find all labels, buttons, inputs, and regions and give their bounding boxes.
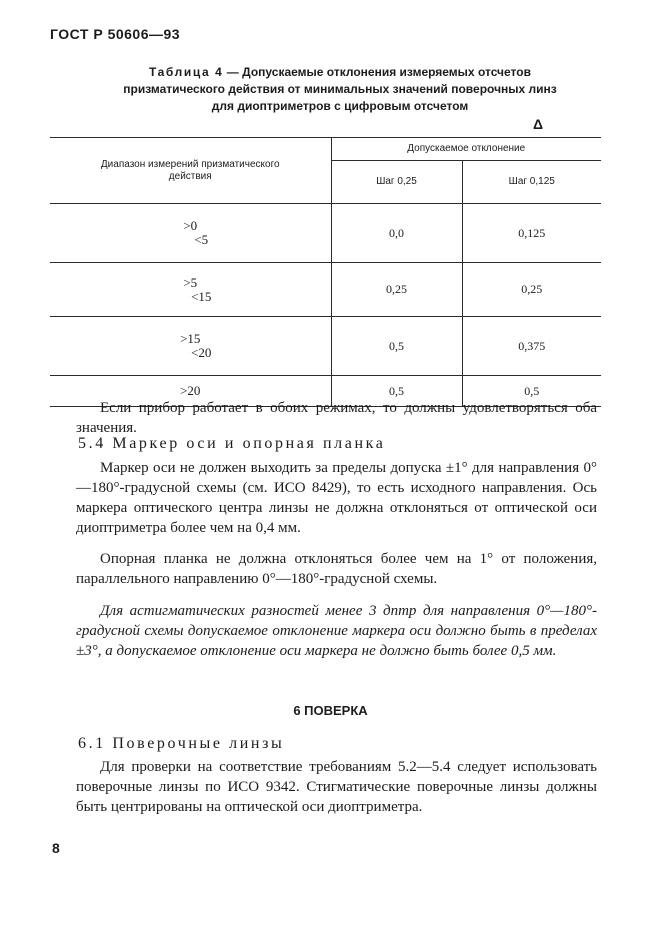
tolerance-table (50, 137, 601, 407)
range-upper: >15 (180, 331, 201, 346)
paragraph-axis-marker: Маркер оси не должен выходить за пределы допуска ±1° для направления 0°—180°-градусной схемы (см. ИСО 8429), то есть исходного направления. Ось маркера оптического центра линзы не должна отклоняться от оптической оси диоптриметра более чем на 0,4 мм. (76, 460, 597, 536)
page-number: 8 (52, 840, 60, 856)
document-code: ГОСТ Р 50606—93 (50, 26, 181, 42)
section-title-verification: 6 ПОВЕРКА (293, 703, 368, 718)
step-0125-value: 0,25 (462, 263, 601, 317)
table-row (50, 317, 601, 376)
range-upper: >5 (183, 274, 198, 290)
table-row (50, 263, 601, 317)
table-caption-label: Таблица 4 (149, 65, 224, 79)
range-lower: <15 (191, 288, 212, 304)
step-025-value: 0,5 (331, 317, 462, 376)
table-caption-line2: призматического действия от минимальных значений поверочных линз (123, 82, 557, 96)
range-cell (50, 204, 331, 263)
step-025-value: 0,25 (331, 263, 462, 317)
step-0125-value: 0,125 (462, 204, 601, 263)
range-upper: >20 (180, 383, 201, 398)
paragraph-test-lenses: Для проверки на соответствие требованиям 5.2—5.4 следует использовать поверочные линзы по ИСО 9342. Стигматические поверочные линзы должны быть центрированы на оптической оси диоптриметра. (76, 759, 597, 815)
table-row (50, 204, 601, 263)
paragraph-both-modes: Если прибор работает в обоих режимах, то должны удовлетворяться оба значения. (76, 400, 597, 436)
range-cell (50, 263, 331, 317)
header-step-025: Шаг 0,25 (331, 161, 462, 204)
table-caption-line1: — Допускаемые отклонения измеряемых отсчетов (223, 65, 531, 79)
range-cell (50, 317, 331, 376)
subsection-heading-5-4: 5.4 Маркер оси и опорная планка (78, 435, 386, 452)
header-step-0125: Шаг 0,125 (462, 161, 601, 204)
range-lower: <20 (191, 345, 212, 360)
step-025-value: 0,0 (331, 204, 462, 263)
range-upper: >0 (183, 218, 198, 233)
paragraph-reference-plank: Опорная планка не должна отклоняться более чем на 1° от положения, параллельного направлению 0°—180°-градусной схемы. (76, 551, 597, 587)
header-allowed-deviation: Допускаемое отклонение (331, 138, 601, 161)
header-measurement-range: Диапазон измерений призматического действия (50, 138, 331, 204)
paragraph-astigmatic: Для астигматических разностей менее 3 дптр для направления 0°—180°-градусной схемы допускаемое отклонение маркера оси должно быть в пределах ±3°, а допускаемое отклонение оси маркера не должно быть более 0,5 мм. (76, 603, 597, 659)
step-0125-value: 0,5 (462, 376, 601, 407)
delta-mark: Δ (533, 116, 544, 132)
step-0125-value: 0,375 (462, 317, 601, 376)
table-caption-line3: для диоптриметров с цифровым отсчетом (211, 99, 469, 113)
subsection-heading-6-1: 6.1 Поверочные линзы (78, 735, 285, 752)
table-caption (60, 64, 620, 115)
step-025-value: 0,5 (331, 376, 462, 407)
range-lower: <5 (194, 232, 209, 247)
